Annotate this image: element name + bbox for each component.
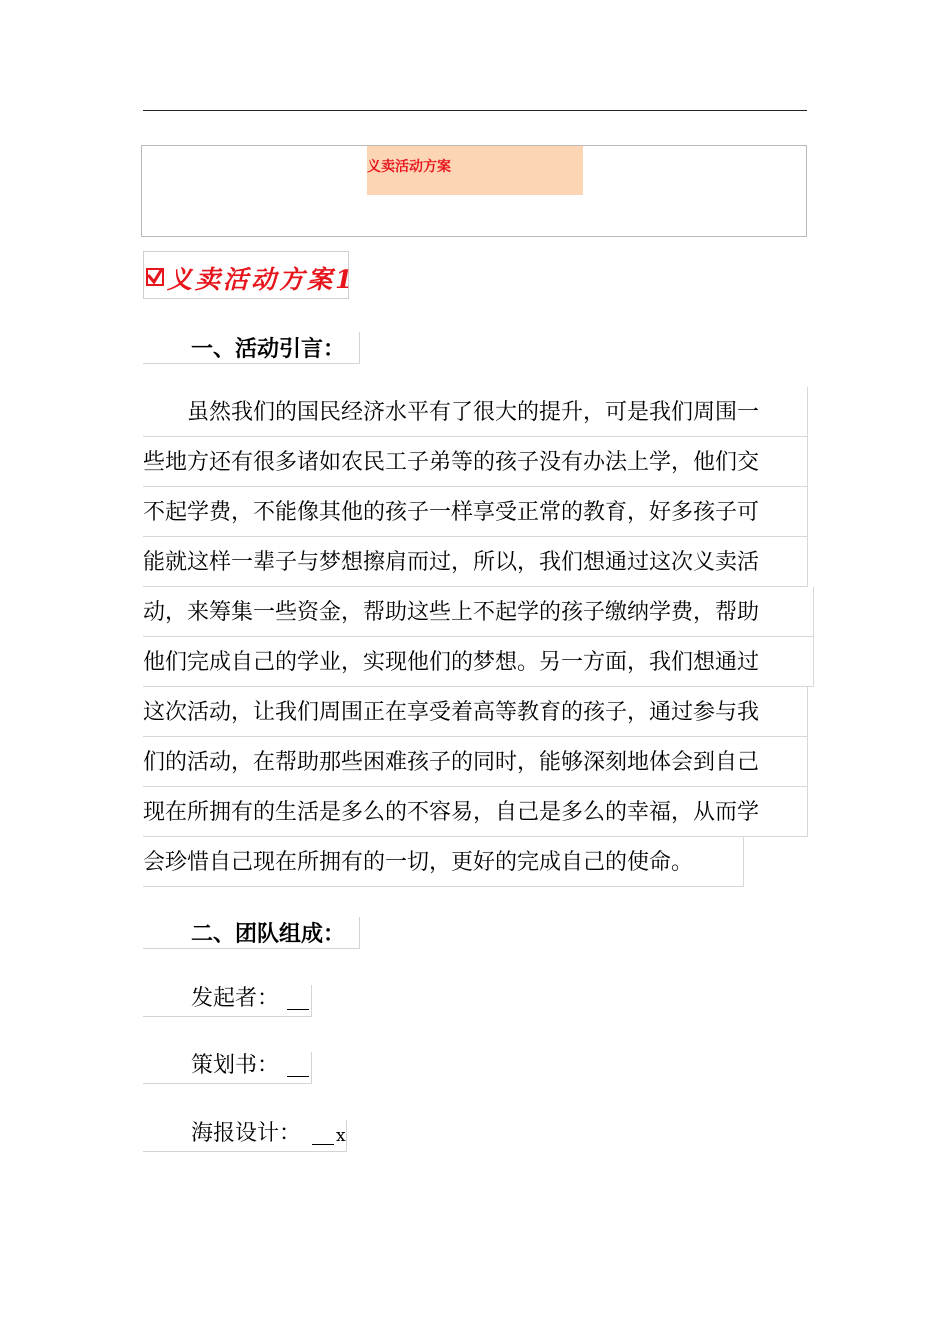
field-initiator <box>143 985 312 1017</box>
paragraph-line-text: 不起学费，不能像其他的孩子一样享受正常的教育，好多孩子可 <box>143 500 760 525</box>
header-title: 义卖活动方案 <box>367 159 451 175</box>
paragraph-line <box>143 837 823 887</box>
field-poster-design <box>143 1120 347 1152</box>
field-planner-label: 策划书： <box>191 1053 280 1078</box>
section2-heading: 二、团队组成： <box>191 921 346 947</box>
paragraph-line-text: 现在所拥有的生活是多么的不容易，自己是多么的幸福，从而学 <box>143 800 760 825</box>
section2-heading-box <box>143 917 360 949</box>
document-title: 义卖活动方案1 <box>167 265 356 294</box>
paragraph-line-text: 虽然我们的国民经济水平有了很大的提升，可是我们周围一 <box>143 400 760 425</box>
paragraph-line <box>143 637 823 687</box>
section1-heading-box <box>143 332 360 364</box>
section1-paragraph <box>143 387 823 887</box>
page-header <box>141 145 807 237</box>
field-planner <box>143 1052 312 1084</box>
paragraph-line <box>143 387 823 437</box>
paragraph-line <box>143 737 823 787</box>
paragraph-line-text: 他们完成自己的学业，实现他们的梦想。另一方面，我们想通过 <box>143 650 760 675</box>
top-rule <box>143 110 807 111</box>
paragraph-line <box>143 787 823 837</box>
field-initiator-blank <box>287 1009 309 1010</box>
paragraph-line-text: 会珍惜自己现在所拥有的一切，更好的完成自己的使命。 <box>143 850 694 875</box>
paragraph-line <box>143 487 823 537</box>
paragraph-line-text: 动，来筹集一些资金，帮助这些上不起学的孩子缴纳学费，帮助 <box>143 600 760 625</box>
section1-heading: 一、活动引言： <box>191 336 346 362</box>
paragraph-line <box>143 437 823 487</box>
checkbox-checked-icon <box>146 268 164 286</box>
paragraph-line-text: 们的活动，在帮助那些困难孩子的同时，能够深刻地体会到自己 <box>143 750 760 775</box>
paragraph-line <box>143 687 823 737</box>
paragraph-line-text: 些地方还有很多诸如农民工子弟等的孩子没有办法上学，他们交 <box>143 450 760 475</box>
paragraph-line <box>143 537 823 587</box>
field-poster-design-label: 海报设计： <box>191 1121 302 1146</box>
field-planner-blank <box>287 1076 309 1077</box>
paragraph-line <box>143 587 823 637</box>
paragraph-line-text: 这次活动，让我们周围正在享受着高等教育的孩子，通过参与我 <box>143 700 760 725</box>
field-poster-design-blank <box>312 1144 334 1145</box>
paragraph-line-text: 能就这样一辈子与梦想擦肩而过，所以，我们想通过这次义卖活 <box>143 550 760 575</box>
document-heading <box>143 251 356 299</box>
field-initiator-label: 发起者： <box>191 986 280 1011</box>
field-poster-design-value: x <box>336 1126 346 1146</box>
